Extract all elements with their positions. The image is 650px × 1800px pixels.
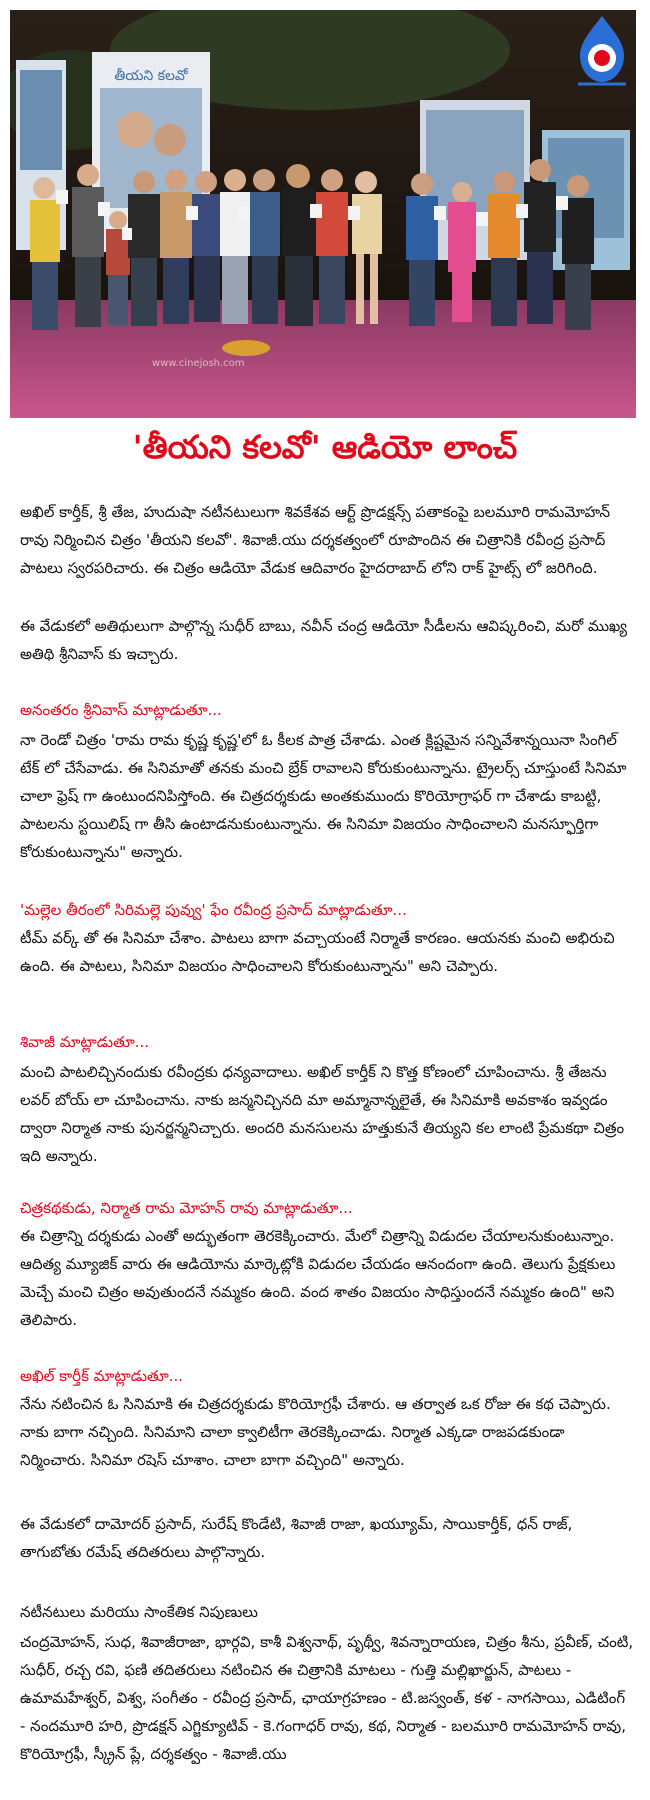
producer-paragraph: ఈ చిత్రాన్ని దర్శకుడు ఎంతో అద్భుతంగా తెరకెక్కించారు. మేలో చిత్రాన్ని విడుదల చేయాలనుకుంటున్నాం. ఆదిత్య మ్యూజిక్ వారు ఈ ఆడియోను మార్కెట్లోకి విడుదల చేయడం ఆనందంగా ఉంది. తెలుగు ప్రేక్షకులు మెచ్చే మంచి చిత్రం అవుతుందనే నమ్మకం ఉంది. వంద శాతం విజయం సాధిస్తుందనే నమ్మకం ఉంది" అని తెలిపారు. xyxy=(20,1227,616,1329)
photo-watermark: www.cinejosh.com xyxy=(152,358,245,369)
attendees-paragraph: ఈ వేడుకలో దామోదర్ ప్రసాద్, సురేష్ కొండేటి, శివాజీ రాజా, ఖయ్యూమ్, సాయికార్తీక్, ధన్ రాజ్, తాగుబోతు రమేష్ తదితరులు పాల్గొన్నారు. xyxy=(20,1515,573,1561)
ravindra-heading: 'మల్లెల తీరంలో సిరిమల్లె పువ్వు' ఫేం రవీంద్ర ప్రసాద్ మాట్లాడుతూ... xyxy=(20,901,407,919)
srinivas-paragraph: నా రెండో చిత్రం 'రామ రామ కృష్ణ కృష్ణ'లో ఓ కీలక పాత్ర చేశాడు. ఎంత క్లిష్టమైన సన్నివేశాన్నయినా సింగిల్ టేక్ లో చేసేవాడు. ఈ సినిమాతో తనకు మంచి బ్రేక్ రావాలని కోరుకుంటున్నాను. ట్రైలర్స్ చూస్తుంటే సినిమా చాలా ఫ్రెష్ గా ఉంటుందనిపిస్తోంది. ఈ చిత్రదర్శకుడు అంతకుముందు కొరియోగ్రాఫర్ గా చేశాడు కాబట్టి, పాటలను స్టయిలిష్ గా తీసి ఉంటాడనుకుంటున్నాను. ఈ సినిమా విజయం సాధించాలని మనస్ఫూర్తిగా కోరుకుంటున్నాను" అన్నారు. xyxy=(20,731,627,861)
event-photo xyxy=(10,10,636,418)
cinejosh-logo-icon xyxy=(562,12,642,92)
credits-paragraph: చంద్రమోహన్, సుధ, శివాజీరాజా, భార్గవి, కాశీ విశ్వనాథ్, పృథ్వీ, శివన్నారాయణ, చిత్రం శీను, ప్రవీణ్, చంటి, సుధీర్, రచ్చ రవి, ఫణి తదితరులు నటించిన ఈ చిత్రానికి మాటలు - గుత్తి మల్లిఖార్జున్, పాటలు - ఉమామహేశ్వర్, విశ్వ, సంగీతం - రవీంద్ర ప్రసాద్, ఛాయాగ్రహణం - టి.జస్వంత్, కళ - నాగసాయి, ఎడిటింగ్ - నందమూరి హరి, ప్రొడక్షన్ ఎగ్జిక్యూటివ్ - కె.గంగాధర్ రావు, కథ, నిర్మాత - బలమూరి రామమోహన్ రావు, కొరియోగ్రఫీ, స్క్రీన్ ప్లే, దర్శకత్వం - శివాజీ.యు xyxy=(20,1633,634,1763)
producer-heading: చిత్రకథకుడు, నిర్మాత రామ మోహన్ రావు మాట్లాడుతూ... xyxy=(20,1199,353,1217)
akhil-paragraph: నేను నటించిన ఓ సినిమాకి ఈ చిత్రదర్శకుడు కొరియోగ్రఫీ చేశారు. ఆ తర్వాత ఒక రోజు ఈ కథ చెప్పారు. నాకు బాగా నచ్చింది. సినిమాని చాలా క్వాలిటీగా తెరకెక్కించాడు. నిర్మాత ఎక్కడా రాజపడకుండా నిర్మించారు. సినిమా రషెస్ చూశాం. చాలా బాగా వచ్చింది" అన్నారు. xyxy=(20,1395,611,1469)
credits-heading: నటీనటులు మరియు సాంకేతిక నిపుణులు xyxy=(20,1603,258,1621)
flower-decoration xyxy=(222,340,270,356)
shivaji-heading: శివాజీ మాట్లాడుతూ... xyxy=(20,1033,150,1051)
akhil-heading: అఖిల్ కార్తీక్ మాట్లాడుతూ... xyxy=(20,1367,184,1385)
article-headline: 'తీయని కలవో' ఆడియో లాంచ్ xyxy=(132,428,518,466)
srinivas-heading: అనంతరం శ్రీనివాస్ మాట్లాడుతూ... xyxy=(20,701,222,719)
shivaji-paragraph: మంచి పాటలిచ్చినందుకు రవీంద్రకు ధన్యవాదాలు. అఖిల్ కార్తీక్ ని కొత్త కోణంలో చూపించాను. శ్రీ తేజను లవర్ బోయ్ లా చూపించాను. నాకు జన్మనిచ్చినది మా అమ్మానాన్నలైతే, ఈ సినిమాకి అవకాశం ఇవ్వడం ద్వారా నిర్మాత నాకు పునర్జన్మనిచ్చారు. అందరి మనసులను హత్తుకునే తియ్యని కల లాంటి ప్రేమకథా చిత్రం ఇది అన్నారు. xyxy=(20,1063,625,1165)
guests-paragraph: ఈ వేడుకలో అతిథులుగా పాల్గొన్న సుధీర్ బాబు, నవీన్ చంద్ర ఆడియో సీడీలను ఆవిష్కరించి, మరో ముఖ్య అతిథి శ్రీనివాస్ కు ఇచ్చారు. xyxy=(20,617,628,663)
intro-paragraph: అఖిల్ కార్తీక్, శ్రీ తేజ, హుదుషా నటీనటులుగా శివకేశవ ఆర్ట్ ప్రొడక్షన్స్ పతాకంపై బలమూరి రామమోహన్ రావు నిర్మించిన చిత్రం 'తీయని కలవో'. శివాజీ.యు దర్శకత్వంలో రూపొందిన ఈ చిత్రానికి రవీంద్ర ప్రసాద్ పాటలు స్వరపరిచారు. ఈ చిత్రం ఆడియో వేడుక ఆదివారం హైదరాబాద్ లోని రాక్ హైట్స్ లో జరిగింది. xyxy=(20,503,611,577)
ravindra-paragraph: టీమ్ వర్క్ తో ఈ సినిమా చేశాం. పాటలు బాగా వచ్చాయంటే నిర్మాతే కారణం. ఆయనకు మంచి అభిరుచి ఉంది. ఈ పాటలు, సినిమా విజయం సాధించాలని కోరుకుంటున్నాను" అని చెప్పారు. xyxy=(20,929,615,975)
poster-title: తీయని కలవో xyxy=(114,68,188,84)
